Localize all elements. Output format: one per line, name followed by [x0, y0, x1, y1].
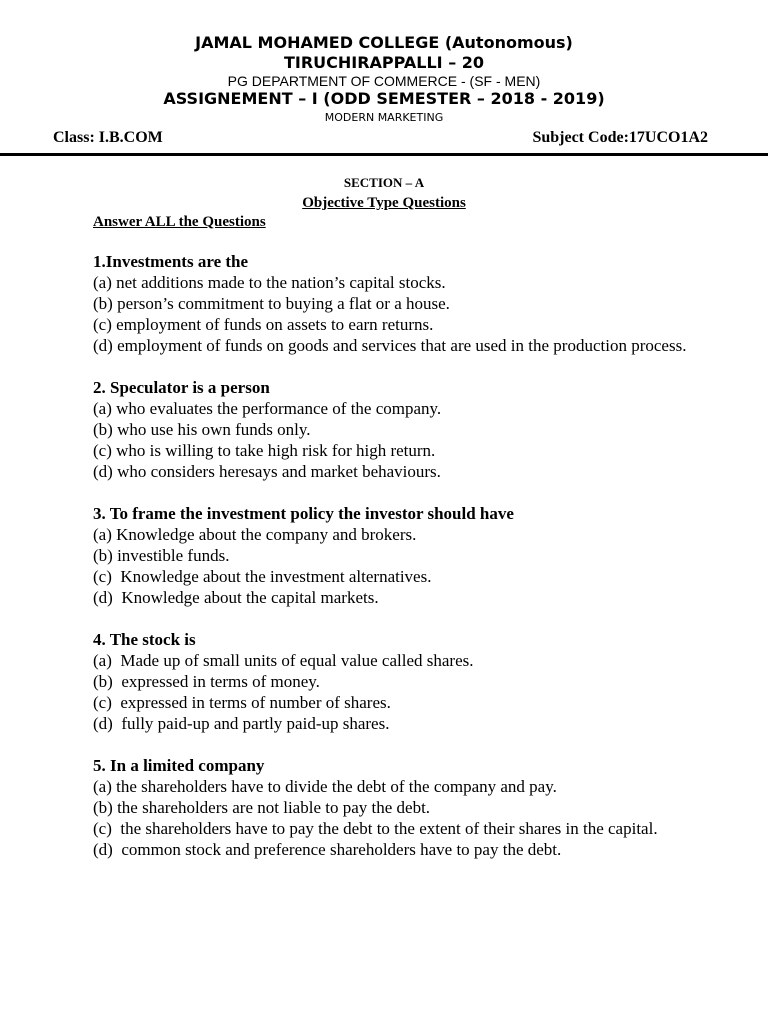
section-title: Objective Type Questions	[302, 195, 466, 211]
option-a: (a) Made up of small units of equal value called shares.	[93, 651, 474, 670]
question-title: 4. The stock is	[93, 630, 196, 649]
option-c: (c) who is willing to take high risk for high return.	[93, 441, 436, 460]
option-b: (b) investible funds.	[93, 546, 230, 565]
class-label: Class: I.B.COM	[53, 129, 163, 146]
header-divider	[0, 153, 768, 156]
option-a: (a) Knowledge about the company and brokers.	[93, 525, 417, 544]
option-b: (b) expressed in terms of money.	[93, 672, 320, 691]
question-2	[93, 377, 693, 482]
department-name: PG DEPARTMENT OF COMMERCE - (SF - MEN)	[227, 73, 541, 89]
option-d: (d) fully paid-up and partly paid-up shares.	[93, 714, 390, 733]
option-d: (d) who considers heresays and market behaviours.	[93, 462, 441, 481]
option-d: (d) employment of funds on goods and services that are used in the production process.	[93, 336, 687, 355]
section-instruction: Answer ALL the Questions	[93, 214, 266, 230]
question-3	[93, 503, 693, 608]
question-1	[93, 251, 693, 356]
question-title: 2. Speculator is a person	[93, 378, 270, 397]
option-c: (c) the shareholders have to pay the debt to the extent of their shares in the capital.	[93, 819, 658, 838]
question-4	[93, 629, 693, 734]
question-5	[93, 755, 693, 860]
assignment-title: ASSIGNEMENT – I (ODD SEMESTER – 2018 - 2019)	[163, 89, 605, 108]
subject-name: MODERN MARKETING	[324, 111, 444, 124]
subject-code: Subject Code:17UCO1A2	[532, 129, 708, 146]
option-a: (a) who evaluates the performance of the company.	[93, 399, 442, 418]
option-b: (b) the shareholders are not liable to pay the debt.	[93, 798, 431, 817]
section-name: SECTION – A	[343, 175, 425, 190]
document-header	[0, 33, 768, 126]
college-name: JAMAL MOHAMED COLLEGE (Autonomous)	[195, 33, 573, 52]
option-b: (b) person’s commitment to buying a flat or a house.	[93, 294, 450, 313]
question-title: 1.Investments are the	[93, 252, 249, 271]
option-c: (c) Knowledge about the investment alternatives.	[93, 567, 432, 586]
option-b: (b) who use his own funds only.	[93, 420, 311, 439]
option-c: (c) employment of funds on assets to earn returns.	[93, 315, 434, 334]
option-c: (c) expressed in terms of number of shares.	[93, 693, 391, 712]
option-d: (d) common stock and preference shareholders have to pay the debt.	[93, 840, 562, 859]
option-a: (a) net additions made to the nation’s capital stocks.	[93, 273, 446, 292]
question-title: 3. To frame the investment policy the investor should have	[93, 504, 514, 523]
section-heading	[0, 175, 768, 213]
question-list	[93, 251, 693, 881]
college-city: TIRUCHIRAPPALLI – 20	[283, 53, 485, 72]
option-a: (a) the shareholders have to divide the debt of the company and pay.	[93, 777, 557, 796]
option-d: (d) Knowledge about the capital markets.	[93, 588, 379, 607]
question-title: 5. In a limited company	[93, 756, 265, 775]
